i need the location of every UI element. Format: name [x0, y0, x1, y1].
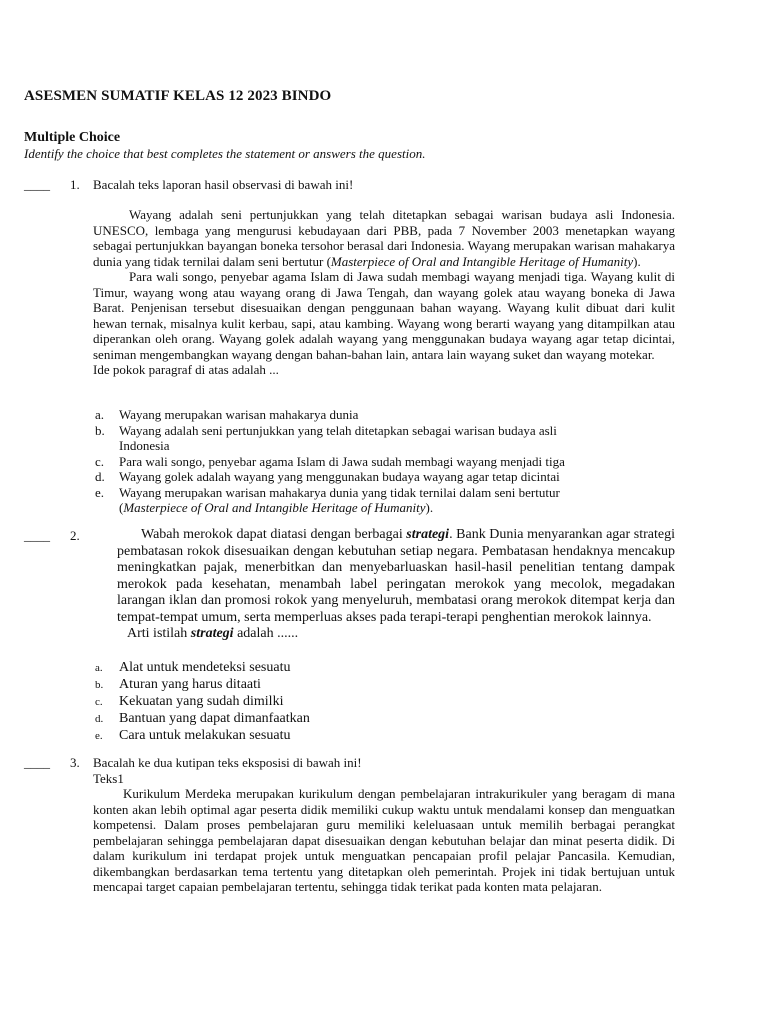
option-1c[interactable]: [95, 454, 635, 470]
question-1-passage: [93, 207, 675, 378]
option-text: Kekuatan yang sudah dimilki: [119, 694, 284, 709]
option-letter: c.: [95, 453, 105, 469]
passage-paragraph: Kurikulum Merdeka merupakan kurikulum dengan pembelajaran intrakurikuler yang beragam di mana konten akan lebih optimal agar peserta didik memiliki cukup waktu untuk mendalami konsep dan menguatkan kompetensi. Dalam proses pembelajaran guru memiliki keleluasaan untuk memilih berbagai perangkat pembelajaran sehingga pembelajaran dapat disesuaikan dengan kebutuhan belajar dan minat peserta didik. Di dalam kurikulum ini terdapat projek untuk menguatkan pencapaian profil pelajar Pancasila. Kemudian, dikembangkan berdasarkan tema tertentu yang ditetapkan oleh pemerintah. Projek ini tidak bertujuan untuk mencapai target capaian pembelajaran tertentu, sehingga tidak terikat pada konten mata pelajaran.: [93, 786, 675, 894]
question-2-passage: [117, 527, 675, 643]
stem-text-end: adalah ......: [233, 626, 299, 641]
question-prompt-1: Bacalah teks laporan hasil observasi di bawah ini!: [93, 177, 354, 192]
option-1b[interactable]: [95, 423, 635, 454]
answer-blank-2: ____: [24, 528, 50, 543]
option-text: Wayang merupakan warisan mahakarya dunia yang tidak ternilai dalam seni bertutur: [119, 484, 560, 500]
question-prompt-3: Bacalah ke dua kutipan teks eksposisi di bawah ini!: [93, 755, 362, 770]
option-letter: d.: [95, 469, 105, 484]
answer-blank-1: ____: [24, 177, 50, 192]
option-text: Wayang golek adalah wayang yang menggunakan budaya wayang agar tetap dicintai: [119, 469, 560, 484]
option-text: Wayang adalah seni pertunjukkan yang telah ditetapkan sebagai warisan budaya asli: [119, 422, 557, 438]
option-letter: a.: [95, 662, 103, 674]
option-italic-term: Masterpiece of Oral and Intangible Heritage of Humanity: [123, 500, 426, 515]
option-letter: e.: [95, 730, 103, 742]
option-letter: b.: [95, 679, 104, 691]
question-3-content: [93, 755, 675, 895]
option-letter: e.: [95, 484, 105, 500]
passage-text: Wayang adalah seni pertunjukkan yang telah ditetapkan sebagai warisan budaya asli Indonesia. UNESCO, lembaga yang mengurusi kebudayaan dari PBB, pada 7 November 2003 menetapkan wayang sebagai pertunjukkan bayangan boneka tersohor berasal dari Indonesia. Wayang merupakan warisan mahakarya dunia yang tidak ternilai dalam seni bertutur (: [93, 207, 675, 269]
instruction-text: Identify the choice that best completes the statement or answers the question.: [24, 146, 426, 161]
question-number-3: 3.: [70, 755, 80, 770]
passage-paragraph-1: [93, 207, 675, 269]
question-number-1: 1.: [70, 177, 80, 192]
option-letter: d.: [95, 713, 104, 725]
passage-text-end: ).: [633, 253, 641, 269]
question-number-2: 2.: [70, 528, 80, 543]
option-2c[interactable]: [95, 693, 515, 710]
option-letter: a.: [95, 407, 105, 422]
option-1e[interactable]: [95, 485, 635, 516]
paren-close: ).: [425, 500, 434, 515]
option-2a[interactable]: [95, 659, 515, 676]
option-letter: c.: [95, 696, 103, 708]
option-1d[interactable]: [95, 469, 635, 485]
option-text: Alat untuk mendeteksi sesuatu: [119, 660, 291, 675]
option-text: Aturan yang harus ditaati: [119, 677, 261, 692]
passage-text-rest: . Bank Dunia menyarankan agar strategi pembatasan rokok disesuaikan dengan kebutuhan setiap negara. Pembatasan hendaknya mencakup meningkatkan pajak, menerbitkan dan menyebarluaskan hasil-hasil penelitian tentang dampak merokok pada kesehatan, menambah label peringatan merokok yang mecolok, megadakan larangan iklan dan promosi rokok yang menyeluruh, membatasi orang merokok ditempat kerja dan tempat-tempat umum, serta memperluas akses pada terapi-terapi penghentian merokok lainnya.: [117, 527, 675, 625]
document-title: ASESMEN SUMATIF KELAS 12 2023 BINDO: [24, 88, 332, 104]
highlighted-term: strategi: [406, 527, 450, 542]
passage-paragraph: [117, 527, 675, 626]
answer-blank-3: ____: [24, 755, 50, 770]
section-heading: Multiple Choice: [24, 130, 121, 145]
option-2b[interactable]: [95, 676, 515, 693]
option-2d[interactable]: [95, 710, 515, 727]
question-1-options: [95, 407, 635, 516]
passage-text: Wabah merokok dapat diatasi dengan berbagai: [141, 527, 407, 542]
text-label: Teks1: [93, 770, 124, 786]
option-text: Cara untuk melakukan sesuatu: [119, 728, 291, 743]
question-2-options: [95, 659, 515, 744]
option-text-continued: [119, 500, 635, 516]
option-text-continued: Indonesia: [119, 438, 170, 453]
option-1a[interactable]: [95, 407, 635, 423]
option-text: Bantuan yang dapat dimanfaatkan: [119, 711, 310, 726]
paren-open: (: [119, 500, 124, 515]
passage-italic-term: Masterpiece of Oral and Intangible Heritage of Humanity: [330, 253, 634, 269]
option-text: Wayang merupakan warisan mahakarya dunia: [119, 407, 359, 422]
stem-text: Arti istilah: [127, 626, 191, 641]
stem-term: strategi: [190, 626, 234, 641]
question-2-stem: [117, 626, 675, 643]
passage-paragraph-2: Para wali songo, penyebar agama Islam di Jawa sudah membagi wayang menjadi tiga. Wayang kulit di Timur, wayang wong atau wayang orang di Jawa Tengah, dan wayang golek atau wayang boneka di Jawa Barat. Penjenisan tersebut disesuaikan dengan penggunaan bahan wayang. Wayang kulit dibuat dari kulit hewan ternak, misalnya kulit kerbau, sapi, atau kambing. Wayang wong berarti wayang yang ditampilkan atau diperankan oleh orang. Wayang golek adalah wayang yang menggunakan budaya wayang agar tetap dicintai, seniman mengembangkan wayang dengan bahan-bahan lain, antara lain wayang suket dan wayang motekar.: [93, 269, 675, 362]
option-2e[interactable]: [95, 727, 515, 744]
option-text: Para wali songo, penyebar agama Islam di Jawa sudah membagi wayang menjadi tiga: [119, 453, 565, 469]
option-letter: b.: [95, 422, 105, 438]
question-1-stem: Ide pokok paragraf di atas adalah ...: [93, 362, 279, 377]
